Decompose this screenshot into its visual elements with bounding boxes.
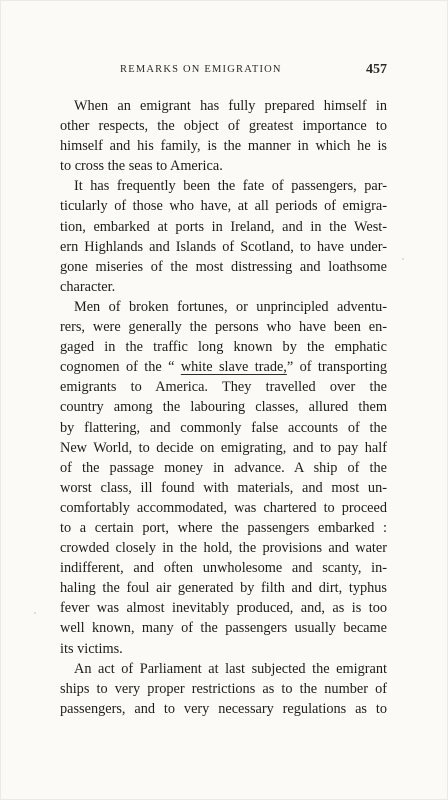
- text-line: New World, to decide on emigrating, and to pay half: [60, 439, 387, 456]
- text-line: its victims.: [60, 640, 123, 657]
- text-line: indifferent, and often unwholesome and scanty, in-: [60, 560, 387, 577]
- text-line: worst class, ill found with materials, and most un-: [60, 479, 387, 496]
- text-line: gone miseries of the most distressing and loathsome: [60, 258, 387, 275]
- paper-speck: [34, 612, 36, 614]
- text-line-underlined: cognomen of the “ white slave trade,” of transporting: [60, 359, 388, 376]
- text-line: to cross the seas to America.: [60, 158, 223, 175]
- text-line: An act of Parliament at last subjected the emigrant: [74, 660, 387, 677]
- text-line: fever was almost inevitably produced, and, as is too: [60, 600, 387, 617]
- text-line: ticularly of those who have, at all periods of emigra-: [60, 198, 387, 215]
- paragraph-4: [60, 659, 387, 719]
- text-line: by flattering, and commonly false accounts of the: [60, 419, 387, 436]
- paper-speck: [402, 258, 404, 260]
- text-line: to a certain port, where the passengers embarked :: [60, 519, 387, 536]
- page-header: [60, 62, 387, 82]
- page-number: 457: [366, 62, 387, 77]
- paragraph-1: [60, 96, 387, 176]
- text-line: country among the labouring classes, allured them: [60, 399, 387, 416]
- text-line: other respects, the object of greatest importance to: [60, 118, 387, 135]
- text-line: crowded closely in the hold, the provisions and water: [60, 540, 387, 557]
- underlined-phrase: white slave trade,: [180, 359, 287, 376]
- text-line: character.: [60, 278, 116, 295]
- text-line: rers, were generally the persons who have been en-: [60, 319, 387, 336]
- text-line: ern Highlands and Islands of Scotland, to have under-: [60, 238, 387, 255]
- text-line: tion, embarked at ports in Ireland, and in the West-: [60, 218, 387, 235]
- text-line: of the passage money in advance. A ship of the: [60, 459, 387, 476]
- text-line: gaged in the traffic long known by the emphatic: [60, 339, 387, 356]
- text-line: well known, many of the passengers usually became: [60, 620, 387, 637]
- body-text: [60, 96, 387, 719]
- text-line: ships to very proper restrictions as to the number of: [60, 680, 387, 697]
- paragraph-2: [60, 176, 387, 297]
- text-line: When an emigrant has fully prepared himself in: [74, 98, 387, 114]
- text-line: Men of broken fortunes, or unprincipled adventu-: [74, 298, 387, 315]
- paragraph-3: [60, 297, 387, 659]
- text-line: comfortably accommodated, was chartered to proceed: [60, 499, 387, 516]
- running-title: REMARKS ON EMIGRATION: [120, 64, 282, 75]
- text-line: himself and his family, is the manner in which he is: [60, 138, 387, 155]
- text-line: It has frequently been the fate of passengers, par-: [74, 178, 387, 195]
- text-line: emigrants to America. They travelled over the: [60, 379, 387, 396]
- text-line: passengers, and to very necessary regulations as to: [60, 700, 387, 717]
- text-line: haling the foul air generated by filth and dirt, typhus: [60, 580, 387, 597]
